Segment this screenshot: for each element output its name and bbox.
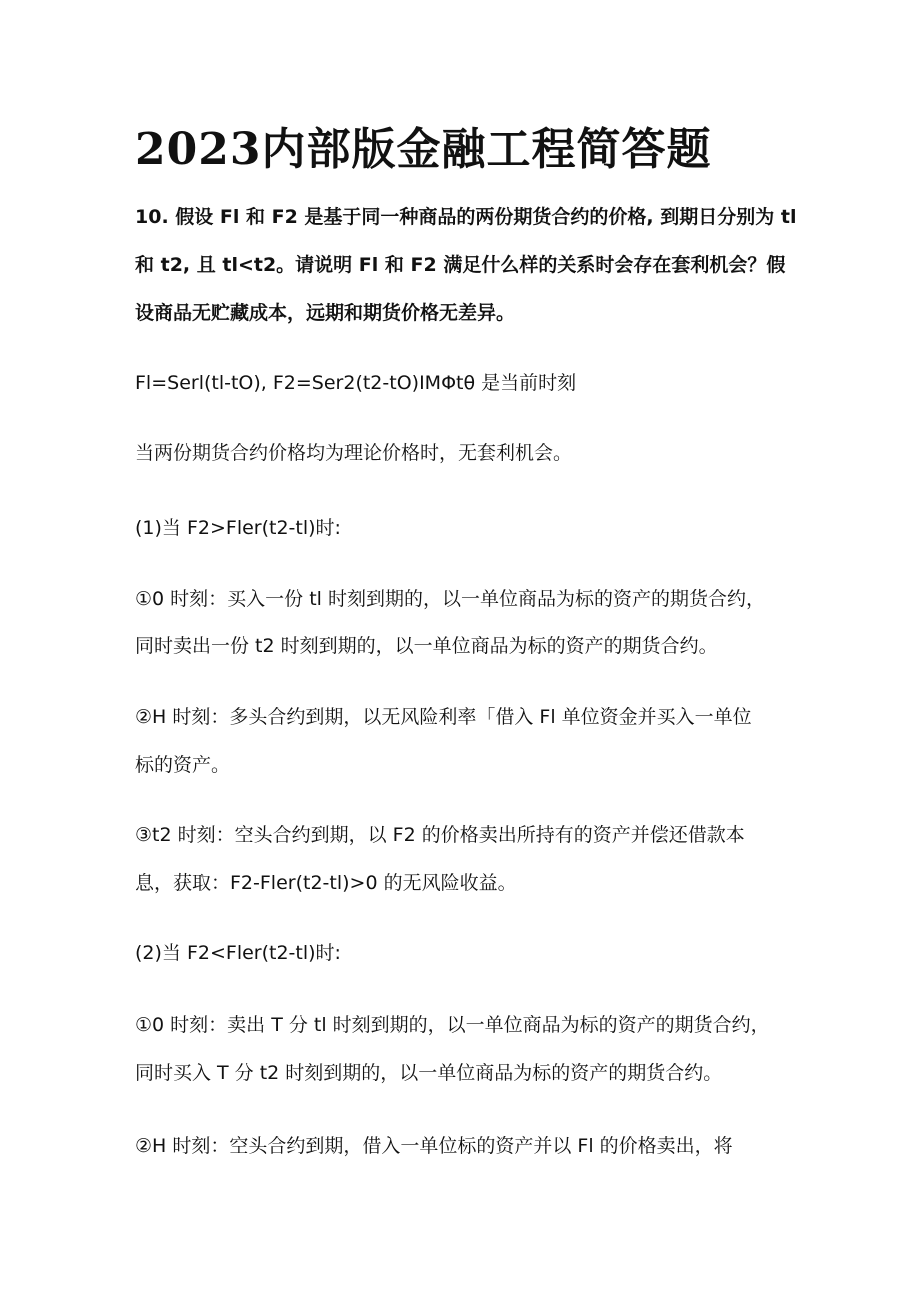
no-arbitrage-line: 当两份期货合约价格均为理论价格时，无套利机会。 bbox=[135, 442, 573, 464]
case-2-step-1: ①0 时刻：卖出 T 分 tl 时刻到期的，以一单位商品为标的资产的期货合约， bbox=[135, 1014, 770, 1036]
case-1-step-1-continued: 同时卖出一份 t2 时刻到期的，以一单位商品为标的资产的期货合约。 bbox=[135, 635, 718, 657]
case-2-step-1-continued: 同时买入 T 分 t2 时刻到期的，以一单位商品为标的资产的期货合约。 bbox=[135, 1062, 723, 1084]
document-title: 2023内部版金融工程简答题 bbox=[135, 124, 712, 175]
case-1-step-3: ③t2 时刻：空头合约到期，以 F2 的价格卖出所持有的资产并偿还借款本 bbox=[135, 824, 745, 846]
case-1-step-2: ②H 时刻：多头合约到期，以无风险利率「借入 Fl 单位资金并买入一单位 bbox=[135, 706, 752, 728]
case-2-heading: (2)当 F2<Fler(t2-tl)时: bbox=[135, 942, 341, 964]
case-1-step-1: ①0 时刻：买入一份 tl 时刻到期的，以一单位商品为标的资产的期货合约， bbox=[135, 588, 765, 610]
formula-line: Fl=Serl(tl-tO), F2=Ser2(t2-tO)ⅠMΦtθ 是当前时刻 bbox=[135, 372, 577, 394]
case-1-step-2-continued: 标的资产。 bbox=[135, 754, 231, 776]
question-text: 10. 假设 Fl 和 F2 是基于同一种商品的两份期货合约的价格, 到期日分别为 tl 和 t2, 且 tl<t2。请说明 Fl 和 F2 满足什么样的关系时会存在套利机会？假设商品无贮藏成本，远期和期货价格无差异。 bbox=[135, 206, 797, 324]
case-1-step-3-continued: 息，获取：F2-Fler(t2-tl)>0 的无风险收益。 bbox=[135, 872, 517, 894]
case-2-step-2: ②H 时刻：空头合约到期，借入一单位标的资产并以 Fl 的价格卖出，将 bbox=[135, 1135, 733, 1157]
case-1-heading: (1)当 F2>Fler(t2-tl)时: bbox=[135, 517, 341, 539]
